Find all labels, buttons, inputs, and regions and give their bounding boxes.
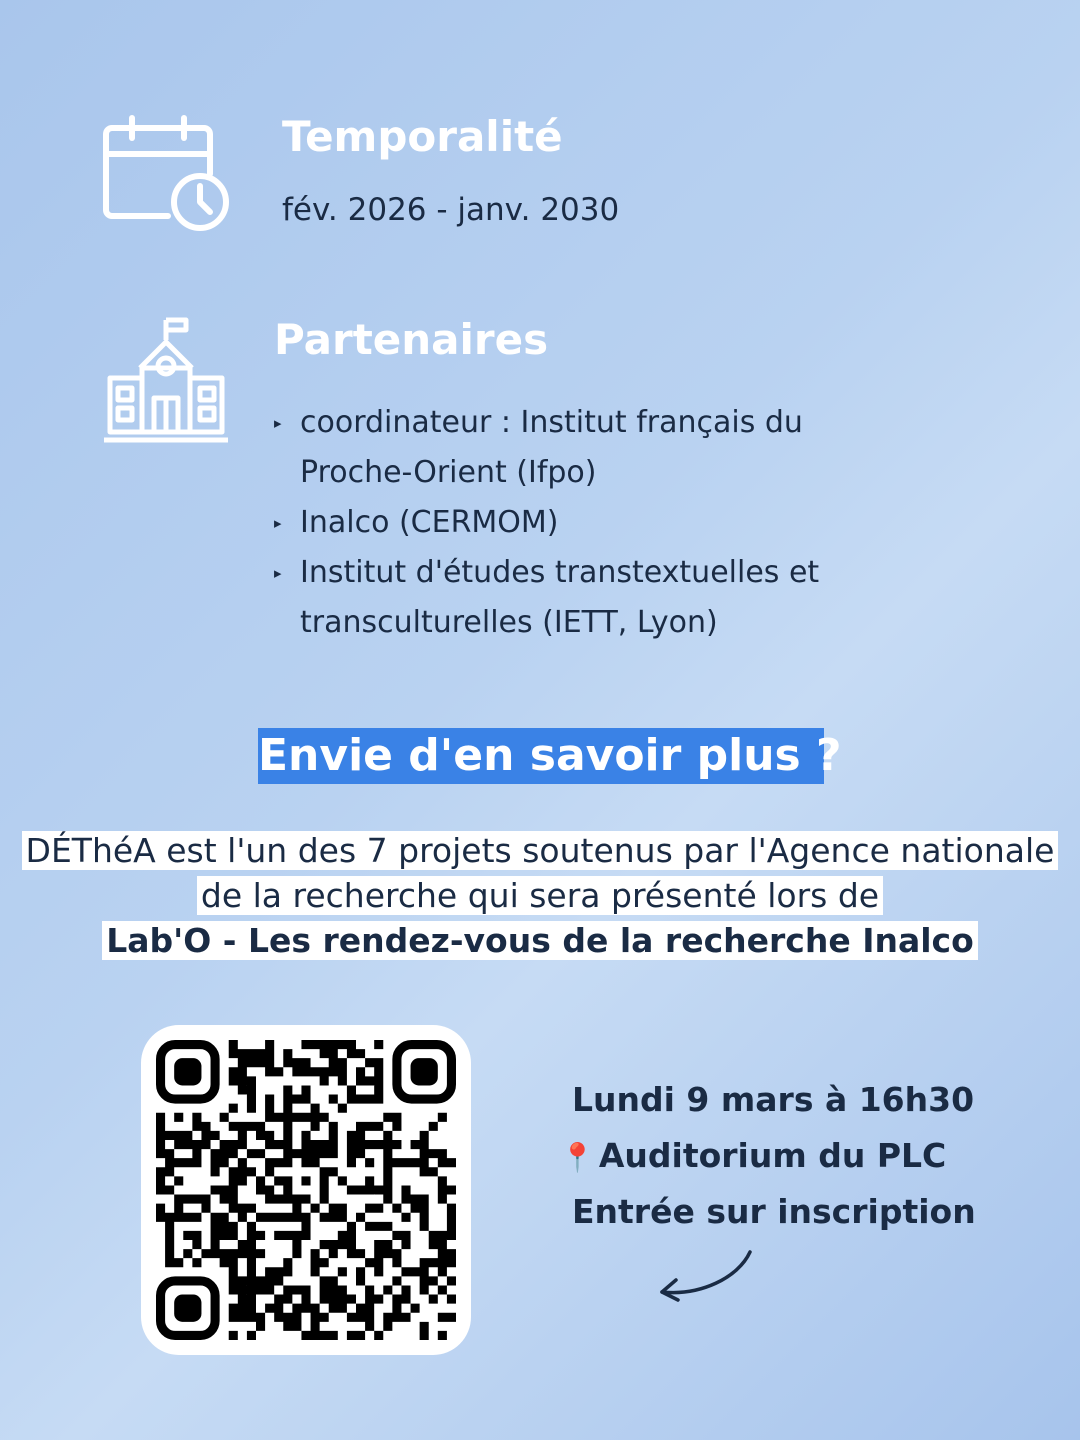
event-details bbox=[560, 1072, 980, 1240]
bullet-icon: ▸ bbox=[274, 564, 282, 582]
info-text: DÉThéA est l'un des 7 projets soutenus par l'Agence nationale de la recherche qui sera présenté lors de bbox=[22, 831, 1059, 915]
timing-heading: Temporalité bbox=[282, 112, 563, 161]
qr-card[interactable] bbox=[141, 1025, 471, 1355]
partners-heading: Partenaires bbox=[274, 315, 549, 364]
calendar-clock-icon bbox=[100, 112, 232, 234]
event-registration: Entrée sur inscription bbox=[572, 1192, 976, 1231]
cta-heading: Envie d'en savoir plus ? bbox=[258, 728, 824, 784]
timing-dates: fév. 2026 - janv. 2030 bbox=[282, 192, 620, 228]
partner-item: ▸ coordinateur : Institut français du Proche-Orient (Ifpo) bbox=[272, 398, 872, 498]
event-date: Lundi 9 mars à 16h30 bbox=[572, 1080, 975, 1119]
school-building-icon bbox=[100, 316, 232, 448]
curved-arrow-icon bbox=[652, 1244, 760, 1306]
event-location: Auditorium du PLC bbox=[598, 1136, 947, 1175]
partner-item: ▸ Institut d'études transtextuelles et transculturelles (IETT, Lyon) bbox=[272, 548, 872, 648]
event-location-row bbox=[560, 1128, 980, 1184]
pin-icon: 📍 bbox=[560, 1141, 595, 1174]
partner-item: ▸ Inalco (CERMOM) bbox=[272, 498, 872, 548]
bullet-icon: ▸ bbox=[274, 514, 282, 532]
partners-list bbox=[272, 398, 872, 648]
event-name: Lab'O - Les rendez-vous de la recherche Inalco bbox=[102, 921, 978, 960]
info-paragraph bbox=[0, 828, 1080, 963]
bullet-icon: ▸ bbox=[274, 414, 282, 432]
qr-code-icon[interactable] bbox=[156, 1040, 456, 1340]
